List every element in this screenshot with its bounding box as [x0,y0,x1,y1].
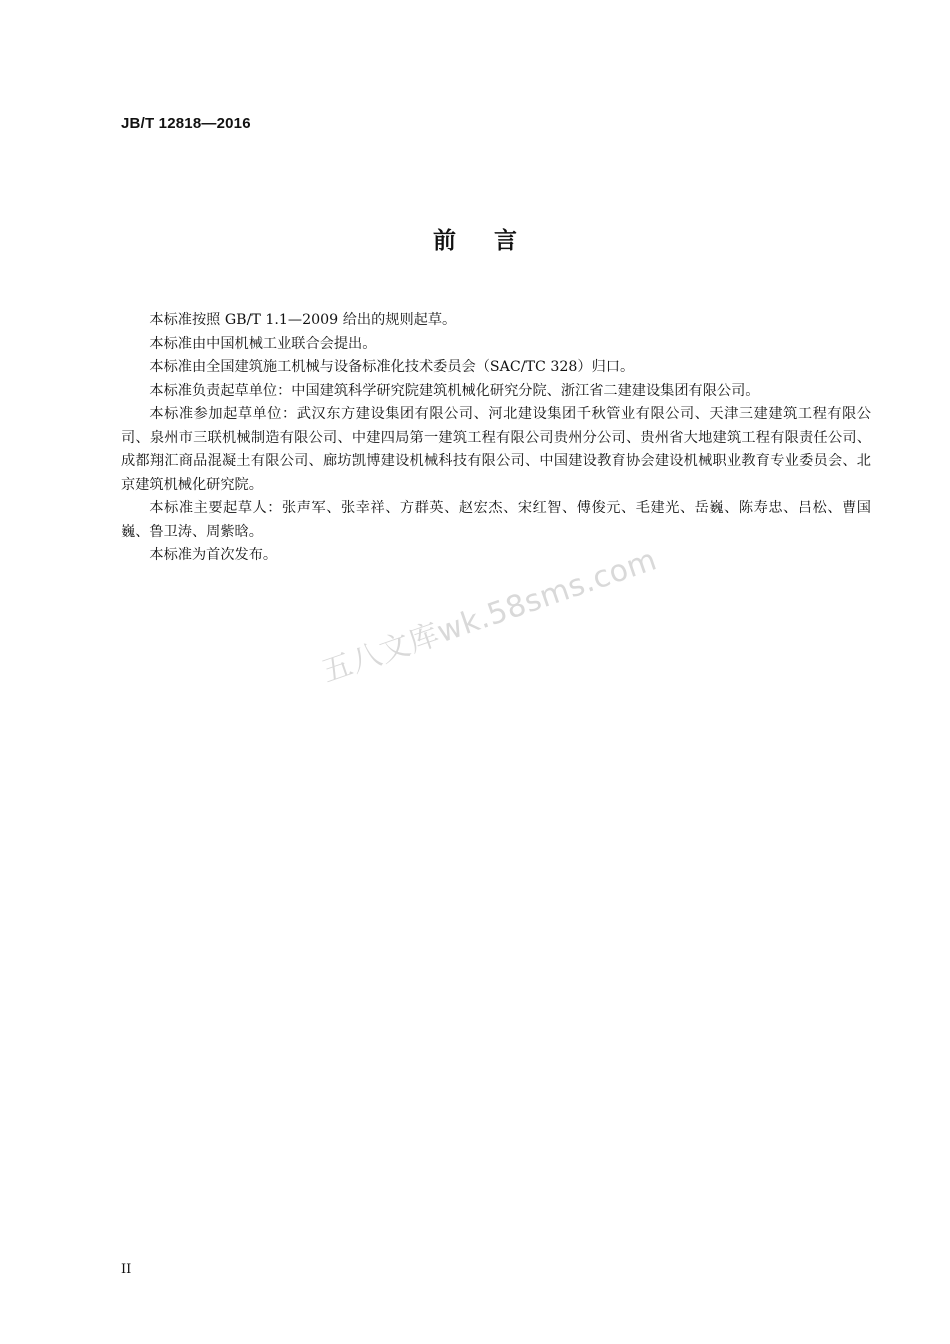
paragraph-main-drafters: 本标准主要起草人：张声军、张幸祥、方群英、赵宏杰、宋红智、傅俊元、毛建光、岳巍、陈寿忠、吕松、曹国巍、鲁卫涛、周紫晗。 [121,500,871,540]
paragraph-participating-units: 本标准参加起草单位：武汉东方建设集团有限公司、河北建设集团千秋管业有限公司、天津三建建筑工程有限公司、泉州市三联机械制造有限公司、中建四局第一建筑工程有限公司贵州分公司、贵州省大地建筑工程有限责任公司、成都翔汇商品混凝土有限公司、廊坊凯博建设机械科技有限公司、中国建设教育协会建设机械职业教育专业委员会、北京建筑机械化研究院。 [121,406,871,493]
foreword-body [121,309,871,568]
watermark: 五八文库wk.58sms.com [317,542,662,690]
page-number: II [121,1262,132,1277]
standard-code: JB/T 12818—2016 [121,115,251,132]
paragraph-lead-drafting-units: 本标准负责起草单位：中国建筑科学研究院建筑机械化研究分院、浙江省二建建设集团有限公司。 [149,382,760,399]
page-title: 前言 [433,228,555,254]
paragraph-proposer: 本标准由中国机械工业联合会提出。 [149,335,377,352]
paragraph-first-release: 本标准为首次发布。 [149,547,278,563]
paragraph-drafting-rules: 本标准按照 GB/T 1.1—2009 给出的规则起草。 [149,312,457,328]
paragraph-responsible-committee: 本标准由全国建筑施工机械与设备标准化技术委员会（SAC/TC 328）归口。 [149,359,635,375]
